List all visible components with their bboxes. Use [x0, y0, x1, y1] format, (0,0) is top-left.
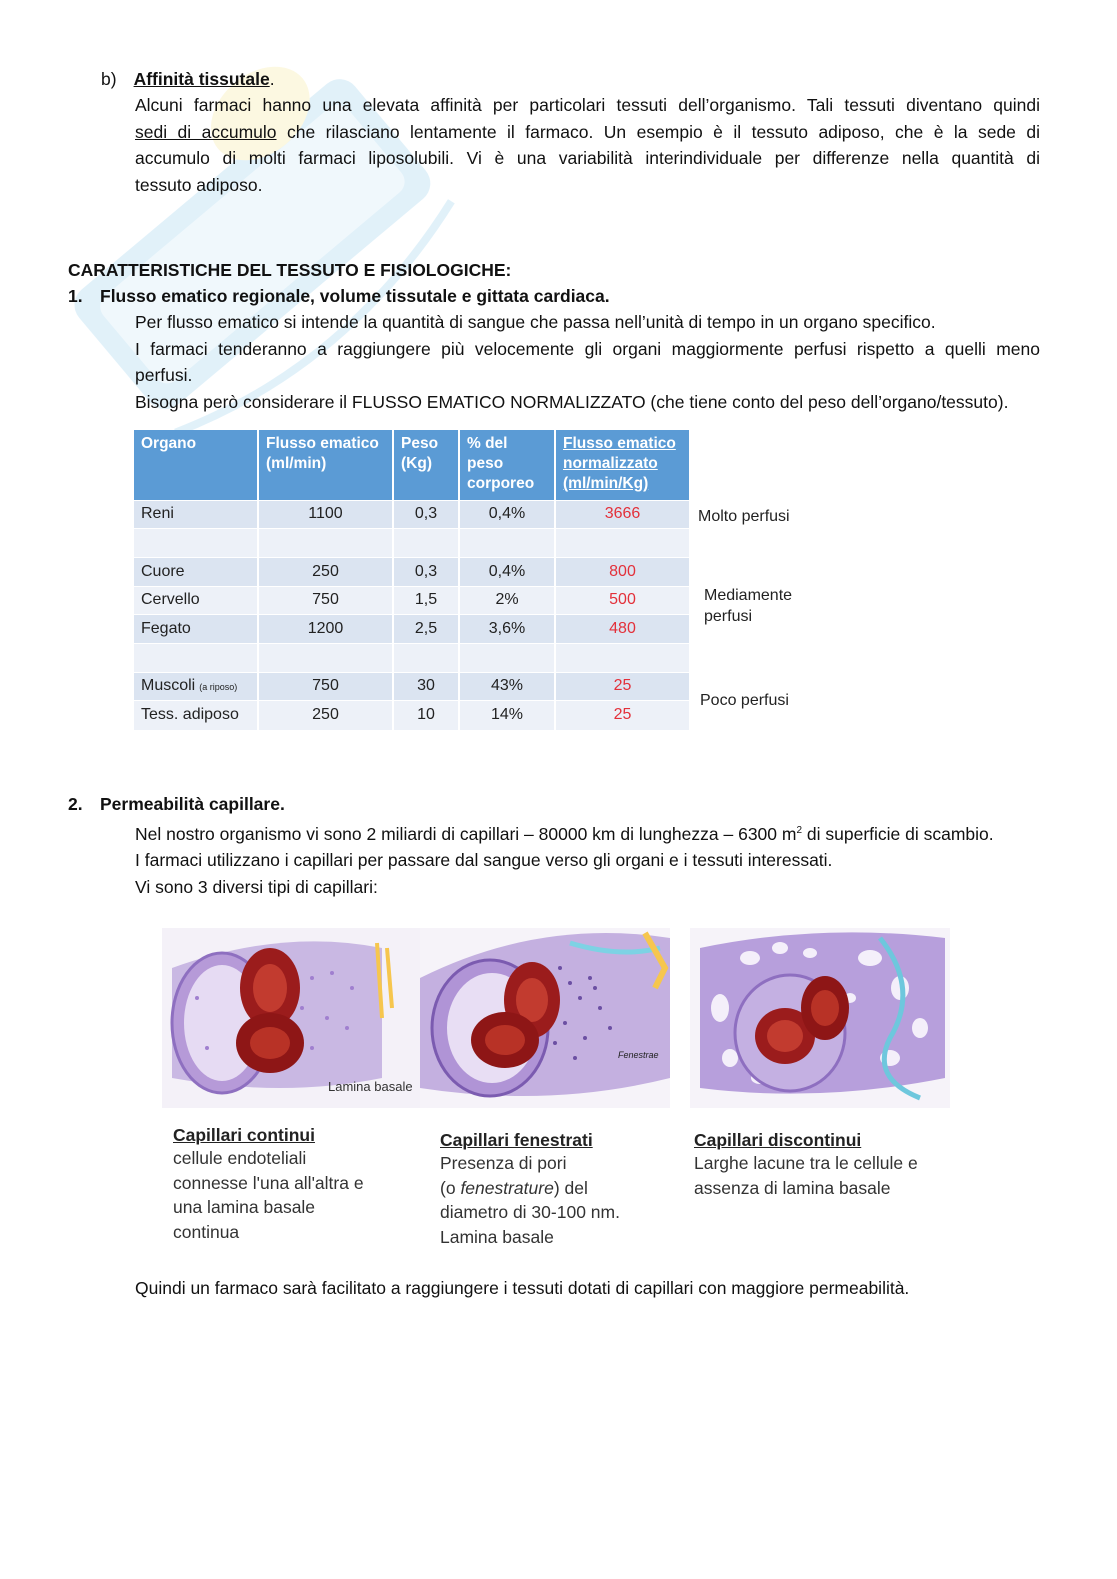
discontinuous-capillary-image: [690, 928, 950, 1108]
fenestrated-capillary-image: [420, 928, 670, 1108]
desc-line: Presenza di pori: [440, 1153, 567, 1173]
flow-cell-text: 250: [312, 706, 339, 724]
desc-line: Lamina basale: [440, 1226, 554, 1247]
organ-cell-text: Cervello: [141, 591, 200, 609]
flow-cell: [258, 615, 393, 644]
item1-title: Flusso ematico regionale, volume tissutale e gittata cardiaca.: [100, 286, 610, 306]
pct-cell-text: 0,4%: [488, 562, 526, 580]
item2-title: Permeabilità capillare.: [100, 794, 285, 814]
normalized-flow-cell-text: 800: [609, 562, 636, 580]
table-row: [134, 586, 690, 615]
flow-cell: [258, 557, 393, 586]
organ-cell: [134, 500, 258, 529]
flow-cell: [258, 586, 393, 615]
item1-heading: [68, 283, 610, 310]
pct-cell: [459, 615, 555, 644]
item2-number: 2.: [68, 794, 83, 814]
normalized-flow-cell-text: 3666: [604, 505, 641, 523]
pct-cell: [459, 643, 555, 672]
table-header-row: [134, 430, 690, 500]
para-line: accumulo di molti farmaci liposolubili. Vi è una variabilità interindividuale per differenze nella quantità di: [135, 148, 1040, 168]
weight-cell: [393, 615, 459, 644]
pct-cell: [459, 586, 555, 615]
organ-cell-text: Tess. adiposo: [141, 706, 239, 724]
normalized-flow-cell: [555, 701, 690, 730]
organ-cell: [134, 701, 258, 730]
flow-cell: [258, 701, 393, 730]
pct-cell-text: 3,6%: [488, 620, 526, 638]
category-mid-line1: Mediamente: [704, 587, 793, 604]
desc-line: [440, 1176, 620, 1201]
para-line: Per flusso ematico si intende la quantità di sangue che passa nell’unità di tempo in un organo specifico.: [135, 312, 936, 332]
desc-part: (o: [440, 1177, 461, 1198]
desc-line: diametro di 30-100 nm.: [440, 1202, 620, 1222]
section-b-title: Affinità tissutale: [133, 69, 270, 89]
weight-cell: [393, 701, 459, 730]
header-normalized-flow: Flusso ematico normalizzato (ml/min/Kg): [555, 430, 690, 500]
header-flow: Flusso ematico (ml/min): [258, 430, 393, 500]
table-row: [134, 643, 690, 672]
organ-cell: [134, 643, 258, 672]
accumulation-sites-term: sedi di accumulo: [135, 121, 277, 142]
weight-cell-text: 30: [417, 677, 435, 695]
fenestrature-term: fenestrature: [460, 1177, 554, 1198]
organ-note: (a riposo): [199, 681, 238, 692]
normalized-flow-cell-text: 25: [613, 706, 632, 724]
flow-cell: [258, 529, 393, 558]
flow-cell: [258, 672, 393, 701]
normalized-flow-cell: [555, 643, 690, 672]
para-line: Bisogna però considerare il FLUSSO EMATICO NORMALIZZATO (che tiene conto del peso dell’organo/tessuto).: [135, 391, 1009, 412]
header-body-pct: % del peso corporeo: [459, 430, 555, 500]
organ-cell: [134, 615, 258, 644]
weight-cell-text: 2,5: [414, 620, 438, 638]
category-mid-line2: perfusi: [704, 608, 753, 625]
para-line-rest: che rilasciano lentamente il farmaco. Un esempio è il tessuto adiposo, che è la sede di: [276, 121, 1040, 142]
basal-lamina-label: Lamina basale: [328, 1079, 413, 1094]
discontinuous-capillaries-desc: [694, 1151, 918, 1200]
flow-cell-text: 750: [312, 677, 339, 695]
pct-cell-text: 43%: [490, 677, 524, 695]
flow-cell-text: 250: [312, 562, 339, 580]
organ-cell-text: Reni: [141, 505, 174, 523]
flow-cell-text: 1200: [307, 620, 344, 638]
fenestrated-capillaries-desc: [440, 1151, 620, 1249]
para-line: Alcuni farmaci hanno una elevata affinità per particolari tessuti dell’organismo. Tali tessuti diventano quindi: [135, 95, 1040, 115]
blood-flow-table: [134, 430, 691, 730]
normalized-flow-cell-text: 480: [609, 620, 636, 638]
desc-line: cellule endoteliali: [173, 1148, 307, 1168]
section-b-label: b): [101, 69, 117, 89]
pct-cell: [459, 500, 555, 529]
organ-cell: [134, 529, 258, 558]
para-line: I farmaci tenderanno a raggiungere più velocemente gli organi maggiormente perfusi rispetto a quelli meno: [135, 338, 1040, 359]
header-weight: Peso (Kg): [393, 430, 459, 500]
weight-cell: [393, 586, 459, 615]
item1-paragraph: [135, 309, 1040, 415]
characteristics-heading: CARATTERISTICHE DEL TESSUTO E FISIOLOGICHE:: [68, 260, 512, 280]
para-line: I farmaci utilizzano i capillari per passare dal sangue verso gli organi e i tessuti interessati.: [135, 850, 833, 871]
continuous-capillary-image: [162, 928, 424, 1108]
desc-line: una lamina basale: [173, 1197, 316, 1217]
para-line: tessuto adiposo.: [135, 174, 263, 195]
category-high: Molto perfusi: [698, 508, 790, 525]
section-b-title-period: .: [269, 69, 275, 89]
weight-cell: [393, 643, 459, 672]
pct-cell: [459, 557, 555, 586]
para-line: perfusi.: [135, 365, 193, 385]
table-row: [134, 500, 690, 529]
line1-b: di superficie di scambio.: [802, 823, 994, 844]
category-low: Poco perfusi: [700, 692, 789, 709]
flow-cell: [258, 643, 393, 672]
table-row: [134, 672, 690, 701]
normalized-flow-cell: [555, 615, 690, 644]
normalized-flow-cell: [555, 529, 690, 558]
desc-line: continua: [173, 1221, 240, 1242]
conclusion-text: Quindi un farmaco sarà facilitato a raggiungere i tessuti dotati di capillari con maggiore permeabilità.: [135, 1278, 910, 1298]
weight-cell-text: 1,5: [414, 591, 438, 609]
item2-paragraph: [135, 818, 1055, 900]
weight-cell: [393, 500, 459, 529]
pct-cell-text: 0,4%: [488, 505, 526, 523]
fenestrated-capillaries-title: Capillari fenestrati: [440, 1130, 593, 1150]
continuous-capillaries-title: Capillari continui: [173, 1125, 315, 1145]
weight-cell-text: 0,3: [414, 562, 438, 580]
pct-cell-text: 14%: [490, 706, 524, 724]
weight-cell: [393, 672, 459, 701]
organ-cell-text: Cuore: [141, 562, 185, 580]
flow-cell-text: 750: [312, 591, 339, 609]
normalized-flow-cell: [555, 500, 690, 529]
table-row: [134, 529, 690, 558]
desc-line: connesse l'una all'altra e: [173, 1172, 364, 1193]
weight-cell-text: 10: [417, 706, 435, 724]
desc-part: ) del: [553, 1177, 588, 1198]
organ-cell-text: Muscoli: [141, 676, 196, 694]
normalized-flow-cell-text: 25: [613, 677, 632, 695]
weight-cell-text: 0,3: [414, 505, 438, 523]
continuous-capillaries-desc: [173, 1146, 364, 1244]
table-row: [134, 701, 690, 730]
superscript: 2: [796, 825, 803, 836]
flow-cell-text: 1100: [308, 505, 343, 523]
para-line: [135, 119, 1040, 146]
pct-cell-text: 2%: [495, 591, 519, 609]
table-row: [134, 557, 690, 586]
pct-cell: [459, 672, 555, 701]
weight-cell: [393, 529, 459, 558]
desc-line: assenza di lamina basale: [694, 1177, 891, 1198]
para-line: Vi sono 3 diversi tipi di capillari:: [135, 876, 378, 897]
normalized-flow-cell: [555, 586, 690, 615]
pct-cell: [459, 529, 555, 558]
flow-cell: [258, 500, 393, 529]
organ-cell: [134, 672, 258, 701]
desc-line: Larghe lacune tra le cellule e: [694, 1153, 918, 1173]
normalized-flow-cell: [555, 557, 690, 586]
item1-number: 1.: [68, 286, 83, 306]
header-organ: Organo: [134, 430, 258, 500]
normalized-flow-cell: [555, 672, 690, 701]
organ-cell: [134, 557, 258, 586]
category-mid: [704, 585, 792, 627]
para-line: [135, 818, 1055, 847]
section-b-heading: [101, 66, 275, 93]
normalized-flow-cell-text: 500: [609, 591, 636, 609]
organ-cell: [134, 586, 258, 615]
pct-cell: [459, 701, 555, 730]
weight-cell: [393, 557, 459, 586]
line1-a: Nel nostro organismo vi sono 2 miliardi di capillari – 80000 km di lunghezza – 6300 m: [135, 823, 797, 844]
table-row: [134, 615, 690, 644]
fenestrae-label: Fenestrae: [618, 1050, 659, 1060]
item2-heading: [68, 791, 285, 818]
discontinuous-capillaries-title: Capillari discontinui: [694, 1130, 862, 1150]
organ-cell-text: Fegato: [141, 620, 191, 638]
section-b-paragraph: [135, 92, 1040, 198]
